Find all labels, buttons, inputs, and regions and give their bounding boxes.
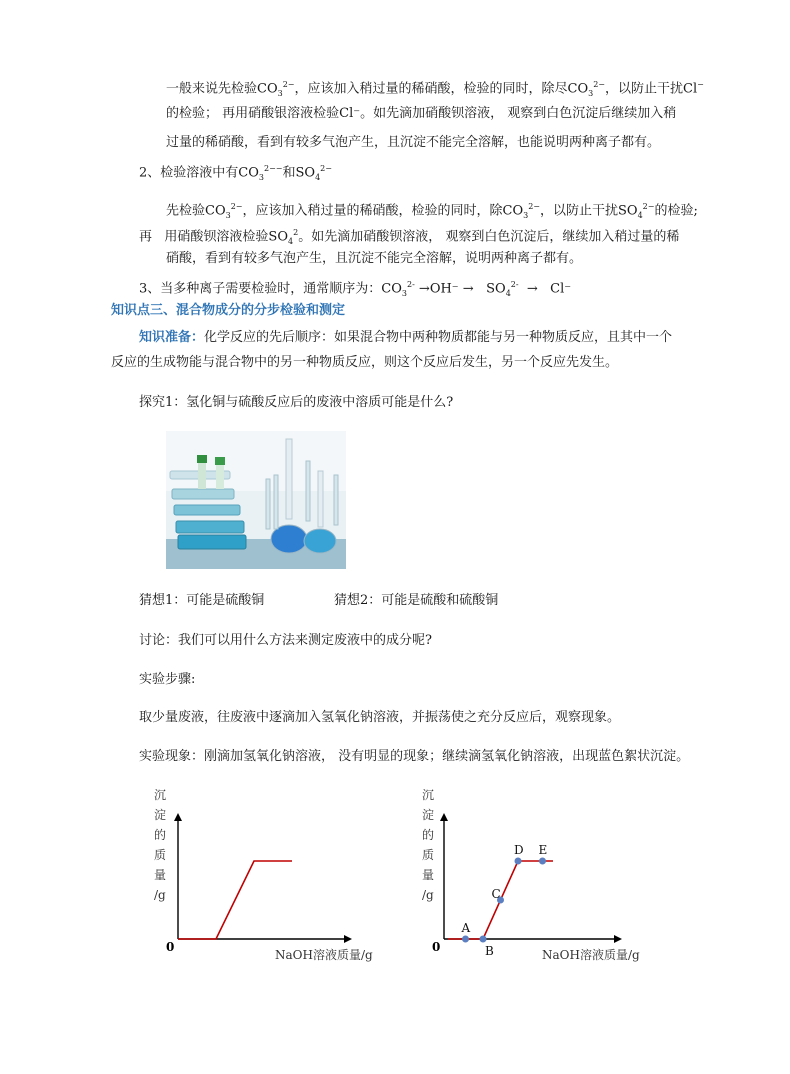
data-line — [178, 861, 292, 939]
sup: 2− — [230, 202, 243, 211]
sup: 2- — [406, 280, 415, 289]
sub: 3 — [258, 172, 264, 182]
data-point-d — [515, 858, 522, 865]
sub: 3 — [401, 288, 407, 298]
sub: 3 — [523, 210, 529, 220]
sup: 2− — [642, 202, 655, 211]
arrow-text: → — [526, 281, 538, 297]
chart-2 — [410, 785, 670, 970]
sup: − — [697, 80, 704, 89]
y-axis-label-char: 量 — [422, 868, 435, 882]
phenomenon: 实验现象：刚滴加氢氧化钠溶液， 没有明显的现象；继续滴氢氧化钠溶液，出现蓝色絮状沉淀。 — [139, 749, 690, 764]
sub: 4 — [288, 236, 294, 246]
sup: 2 — [293, 228, 299, 237]
chart-2-svg — [410, 785, 670, 970]
steps-label: 实验步骤: — [139, 672, 196, 687]
guess-1: 猜想1：可能是硫酸铜 — [139, 593, 265, 608]
sup: 2− — [528, 202, 540, 211]
text: 3、当多种离子需要检验时，通常顺序为：CO — [139, 281, 402, 297]
y-axis-label-char: 量 — [154, 868, 167, 882]
point-label-a: A — [461, 921, 471, 935]
x-axis-arrow — [614, 935, 622, 943]
para1-line3: 过量的稀硝酸，看到有较多气泡产生，且沉淀不能完全溶解，也能说明两种离子都有。 — [166, 135, 661, 150]
text: 用硝酸钡溶液检验SO — [164, 229, 288, 245]
x-axis-label: NaOH溶液质量/g — [542, 948, 640, 962]
y-axis-label-char: 淀 — [154, 808, 167, 822]
sub: 3 — [588, 88, 594, 98]
y-axis-label-char: 沉 — [422, 788, 435, 802]
point-label-d: D — [514, 843, 524, 857]
origin-label: 0 — [432, 940, 441, 954]
sub: 4 — [505, 288, 511, 298]
lab-glassware-photo — [166, 431, 346, 569]
text: 化学反应的先后顺序：如果混合物中两种物质都能与另一种物质反应，且其中一个 — [204, 330, 673, 345]
text: 再 — [139, 229, 153, 245]
lab-glassware-illustration — [166, 431, 346, 569]
sub: 4 — [315, 172, 321, 182]
text: ，应该加入稍过量的稀硝酸，检验的同时，除CO — [242, 203, 524, 219]
text: ，应该加入稍过量的稀硝酸，检验的同时，除尽CO — [294, 81, 589, 97]
text: 一般来说先检验CO — [166, 81, 278, 97]
text: 2、检验溶液中有CO — [139, 165, 259, 181]
sup: 2− — [282, 80, 295, 89]
sub: 3 — [277, 88, 283, 98]
explore-question: 探究1：氢化铜与硫酸反应后的废液中溶质可能是什么? — [139, 395, 454, 410]
y-axis-label-char: 质 — [422, 848, 435, 862]
text: Cl⁻ — [550, 281, 572, 297]
prep-label: 知识准备： — [139, 330, 205, 345]
x-axis-label: NaOH溶液质量/g — [275, 948, 373, 962]
sup: 2− — [320, 164, 332, 173]
origin-label: 0 — [166, 940, 175, 954]
para1-line2: 的检验； 再用硝酸银溶液检验Cl⁻。如先滴加硝酸钡溶液， 观察到白色沉淀后继续加入稍 — [166, 106, 677, 121]
text: 和SO — [282, 165, 316, 181]
text: 先检验CO — [166, 203, 226, 219]
sup: 2−− — [263, 164, 283, 173]
point-label-e: E — [538, 843, 548, 857]
data-point-b — [480, 936, 487, 943]
sub: 3 — [225, 210, 231, 220]
para2-line2 — [139, 224, 679, 251]
text: SO — [486, 281, 506, 297]
prep-line1 — [139, 329, 672, 347]
sup: 2− — [593, 80, 605, 89]
y-axis-arrow — [174, 813, 182, 821]
y-axis-label-char: 质 — [154, 848, 167, 862]
y-axis-label-char: 淀 — [422, 808, 435, 822]
point-label-c: C — [491, 887, 501, 901]
section-title: 知识点三、混合物成分的分步检验和测定 — [111, 303, 346, 318]
para2-line3: 硝酸，看到有较多气泡产生，且沉淀不能完全溶解，说明两种离子都有。 — [166, 251, 583, 266]
discussion: 讨论：我们可以用什么方法来测定废液中的成分呢? — [139, 633, 432, 648]
y-axis-label-char: /g — [422, 888, 434, 902]
item3-line — [139, 276, 571, 303]
y-axis-label-char: 的 — [422, 828, 435, 842]
arrow-text: →OH⁻ → — [418, 281, 474, 297]
text: ，以防止干扰SO — [540, 203, 638, 219]
chart-1 — [140, 785, 390, 970]
text: 的检验; — [654, 203, 698, 219]
y-axis-label-char: 沉 — [154, 788, 167, 802]
data-point-a — [462, 936, 469, 943]
y-axis-label-char: /g — [154, 888, 166, 902]
sub: 4 — [637, 210, 643, 220]
text: ，以防止干扰Cl — [605, 81, 698, 97]
y-axis-arrow — [440, 813, 448, 821]
prep-line2: 反应的生成物能与混合物中的另一种物质反应，则这个反应后发生，另一个反应先发生。 — [111, 355, 619, 370]
y-axis-label-char: 的 — [154, 828, 167, 842]
para2-line1 — [166, 198, 698, 225]
point-label-b: B — [485, 944, 494, 958]
text: 。如先滴加硝酸钡溶液， 观察到白色沉淀后，继续加入稍过量的稀 — [298, 229, 680, 245]
x-axis-arrow — [344, 935, 352, 943]
sup: 2- — [510, 280, 519, 289]
guess-2: 猜想2：可能是硫酸和硫酸铜 — [334, 593, 499, 608]
data-point-e — [539, 858, 546, 865]
para1-line1 — [166, 76, 704, 103]
step-text: 取少量废液，往废液中逐滴加入氢氧化钠溶液，并振荡使之充分反应后，观察现象。 — [139, 710, 621, 725]
chart-1-svg — [140, 785, 390, 970]
item2-heading — [139, 160, 332, 187]
